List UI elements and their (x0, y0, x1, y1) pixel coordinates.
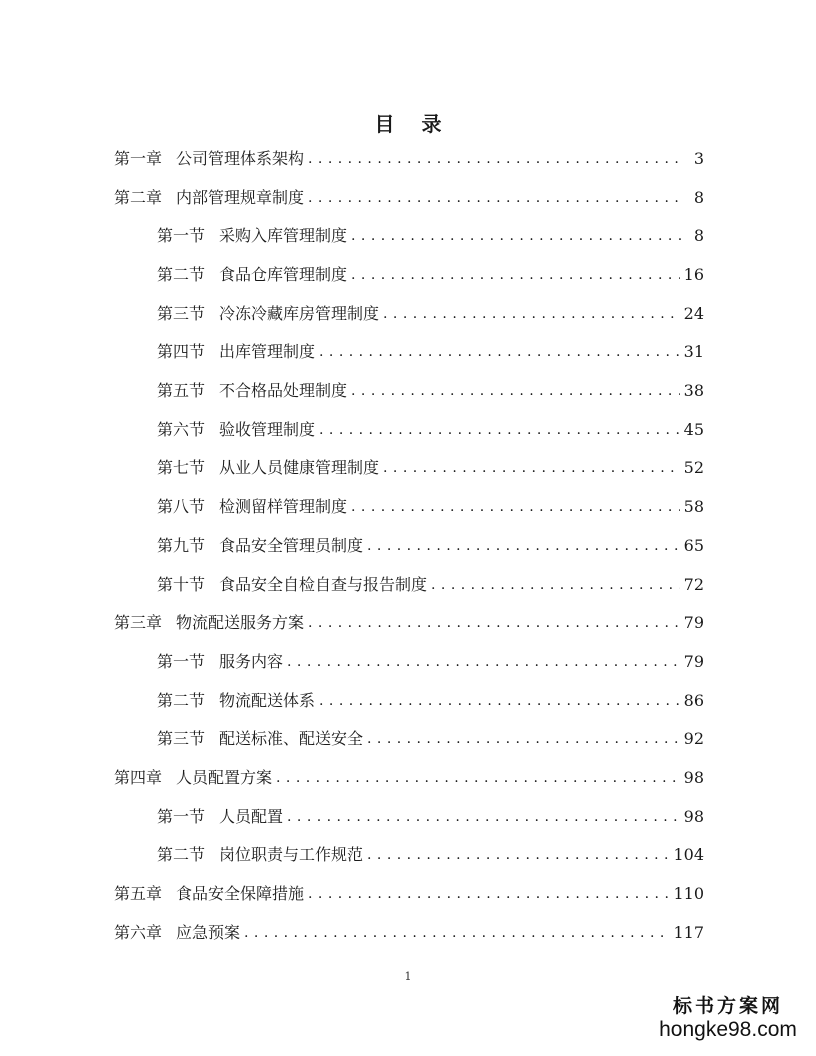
toc-entry-title: 食品安全管理员制度 (219, 535, 364, 555)
toc-entry-title: 人员配置 (219, 806, 284, 826)
toc-section-entry[interactable] (114, 527, 704, 566)
toc-entry-title: 物流配送服务方案 (176, 613, 305, 633)
toc-section-entry[interactable] (114, 217, 704, 256)
toc-entry-page: 92 (683, 729, 704, 749)
toc-entry-number: 第一节 (157, 226, 206, 246)
toc-entry-title: 服务内容 (219, 651, 284, 671)
toc-entry-title: 食品仓库管理制度 (219, 265, 348, 285)
toc-section-entry[interactable] (114, 566, 704, 605)
toc-dot-leader (383, 449, 680, 488)
toc-dot-leader (308, 179, 684, 218)
toc-entry-number: 第七节 (157, 458, 206, 478)
watermark-name: 标书方案网 (672, 995, 783, 1017)
toc-dot-leader (351, 217, 684, 256)
toc-entry-number: 第五节 (157, 381, 206, 401)
toc-chapter-entry[interactable] (114, 604, 704, 643)
toc-entry-number: 第二章 (114, 187, 163, 207)
toc-dot-leader (319, 411, 680, 450)
toc-dot-leader (383, 295, 680, 334)
watermark-logo (658, 994, 798, 1042)
toc-entry-number: 第九节 (157, 535, 206, 555)
toc-section-entry[interactable] (114, 682, 704, 721)
toc-entry-page: 8 (693, 226, 704, 246)
toc-entry-number: 第十节 (157, 574, 206, 594)
toc-dot-leader (319, 333, 680, 372)
toc-section-entry[interactable] (114, 836, 704, 875)
toc-entry-number: 第二节 (157, 845, 206, 865)
toc-dot-leader (308, 875, 669, 914)
toc-entry-number: 第六章 (114, 922, 163, 942)
toc-entry-page: 65 (683, 535, 704, 555)
toc-dot-leader (308, 604, 680, 643)
toc-section-entry[interactable] (114, 643, 704, 682)
toc-section-entry[interactable] (114, 295, 704, 334)
toc-dot-leader (431, 566, 680, 605)
toc-section-entry[interactable] (114, 720, 704, 759)
toc-dot-leader (351, 256, 680, 295)
toc-dot-leader (351, 372, 680, 411)
toc-entry-page: 24 (683, 303, 704, 323)
toc-entry-title: 岗位职责与工作规范 (219, 845, 364, 865)
toc-entry-page: 38 (683, 381, 704, 401)
toc-entry-number: 第二节 (157, 265, 206, 285)
toc-entry-title: 食品安全保障措施 (176, 884, 305, 904)
toc-entry-title: 验收管理制度 (219, 419, 316, 439)
toc-entry-page: 86 (683, 690, 704, 710)
toc-entry-title: 食品安全自检自查与报告制度 (219, 574, 428, 594)
toc-entry-page: 117 (673, 922, 704, 942)
toc-entry-number: 第一节 (157, 651, 206, 671)
toc-entry-number: 第四章 (114, 767, 163, 787)
table-of-contents (114, 140, 704, 952)
toc-entry-number: 第五章 (114, 884, 163, 904)
toc-chapter-entry[interactable] (114, 140, 704, 179)
toc-chapter-entry[interactable] (114, 759, 704, 798)
toc-entry-number: 第三节 (157, 729, 206, 749)
toc-entry-number: 第三章 (114, 613, 163, 633)
toc-entry-number: 第一章 (114, 148, 163, 168)
toc-dot-leader (319, 682, 680, 721)
toc-section-entry[interactable] (114, 450, 704, 489)
toc-dot-leader (367, 836, 669, 875)
toc-entry-page: 16 (683, 265, 704, 285)
toc-entry-page: 79 (683, 651, 704, 671)
toc-entry-page: 79 (683, 613, 704, 633)
toc-chapter-entry[interactable] (114, 875, 704, 914)
toc-entry-page: 98 (683, 806, 704, 826)
toc-entry-title: 检测留样管理制度 (219, 497, 348, 517)
watermark-url: hongke98.com (659, 1018, 797, 1041)
toc-entry-title: 内部管理规章制度 (176, 187, 305, 207)
toc-section-entry[interactable] (114, 411, 704, 450)
toc-section-entry[interactable] (114, 488, 704, 527)
toc-entry-number: 第八节 (157, 497, 206, 517)
toc-section-entry[interactable] (114, 372, 704, 411)
page-title: 目 录 (374, 112, 452, 136)
toc-entry-page: 8 (693, 187, 704, 207)
toc-entry-page: 110 (673, 884, 704, 904)
toc-entry-page: 98 (683, 767, 704, 787)
toc-entry-title: 配送标准、配送安全 (219, 729, 364, 749)
toc-entry-title: 物流配送体系 (219, 690, 316, 710)
toc-chapter-entry[interactable] (114, 179, 704, 218)
toc-entry-title: 从业人员健康管理制度 (219, 458, 380, 478)
toc-entry-number: 第一节 (157, 806, 206, 826)
toc-entry-page: 45 (683, 419, 704, 439)
toc-dot-leader (287, 798, 680, 837)
toc-section-entry[interactable] (114, 333, 704, 372)
toc-entry-number: 第二节 (157, 690, 206, 710)
toc-entry-title: 冷冻冷藏库房管理制度 (219, 303, 380, 323)
toc-entry-title: 应急预案 (176, 922, 241, 942)
toc-dot-leader (276, 759, 680, 798)
page-number: 1 (404, 970, 412, 983)
toc-entry-number: 第六节 (157, 419, 206, 439)
toc-dot-leader (308, 140, 684, 179)
toc-entry-title: 人员配置方案 (176, 767, 273, 787)
toc-dot-leader (244, 914, 669, 953)
toc-entry-page: 3 (693, 148, 704, 168)
toc-entry-title: 出库管理制度 (219, 342, 316, 362)
toc-entry-title: 采购入库管理制度 (219, 226, 348, 246)
toc-entry-title: 不合格品处理制度 (219, 381, 348, 401)
toc-entry-page: 104 (673, 845, 704, 865)
toc-entry-page: 58 (683, 497, 704, 517)
toc-dot-leader (351, 488, 680, 527)
toc-entry-number: 第三节 (157, 303, 206, 323)
toc-entry-page: 52 (683, 458, 704, 478)
toc-entry-number: 第四节 (157, 342, 206, 362)
toc-entry-page: 72 (683, 574, 704, 594)
toc-entry-page: 31 (683, 342, 704, 362)
toc-entry-title: 公司管理体系架构 (176, 148, 305, 168)
toc-dot-leader (287, 643, 680, 682)
toc-dot-leader (367, 720, 680, 759)
toc-dot-leader (367, 527, 680, 566)
toc-section-entry[interactable] (114, 798, 704, 837)
toc-section-entry[interactable] (114, 256, 704, 295)
toc-chapter-entry[interactable] (114, 914, 704, 953)
